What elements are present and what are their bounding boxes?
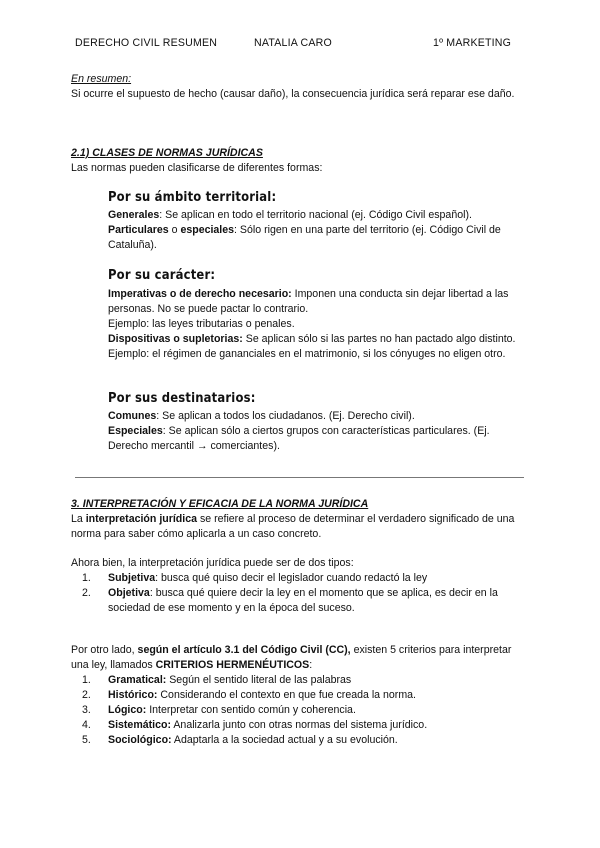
imperativas-text: Imponen una conducta sin dejar libertad a las personas. No se puede pactar lo contrario. [108,288,509,315]
list-number: 1. [82,674,91,686]
especiales-term: especiales [180,224,235,236]
list-number: 3. [82,704,91,716]
particulares-term: Particulares [108,224,169,236]
list-item [82,586,527,616]
type-term: Objetiva [108,587,150,599]
particulares-item [108,223,528,253]
comunes-item [108,409,528,424]
summary-label: En resumen: [71,73,132,85]
p1-post: se refiere al proceso de determinar el verdadero significado de una norma para saber cómo aplicarla a un caso concreto. [71,513,515,540]
list-number: 2. [82,689,91,701]
list-number: 2. [82,587,91,599]
criterion-text: Según el sentido literal de las palabras [166,674,352,686]
list-item [82,718,527,733]
types-intro: Ahora bien, la interpretación jurídica puede ser de dos tipos: [71,557,354,569]
generales-text: : Se aplican en todo el territorio nacional (ej. Código Civil español). [159,209,472,221]
section-3-title: 3. INTERPRETACIÓN Y EFICACIA DE LA NORMA JURÍDICA [71,498,369,510]
caracter-block [108,287,528,362]
p1-pre: La [71,513,86,525]
section-divider [75,477,524,478]
comunes-term: Comunes [108,410,157,422]
type-term: Subjetiva [108,572,156,584]
subheading-territorial: Por su ámbito territorial: [108,189,277,205]
criteria-term: según el artículo 3.1 del Código Civil (CC), [137,644,351,656]
types-list [82,571,527,616]
imperativas-item [108,287,528,317]
criterion-term: Gramatical: [108,674,167,686]
type-text: : busca qué quiso decir el legislador cuando redactó la ley [155,572,428,584]
dispositivas-text: Se aplican sólo si las partes no han pactado algo distinto. Ejemplo: el régimen de gananciales en el matrimonio, si los cónyuges no eligen otro. [108,333,516,360]
header-author: NATALIA CARO [254,37,332,49]
section-2-1-intro: Las normas pueden clasificarse de diferentes formas: [71,162,323,174]
list-number: 1. [82,572,91,584]
especiales-item [108,424,528,454]
header-course: DERECHO CIVIL RESUMEN [75,37,218,49]
p1-term: interpretación jurídica [85,513,197,525]
particulares-or: o [168,224,181,236]
criteria-paragraph [71,643,526,673]
criterion-term: Histórico: [108,689,158,701]
list-number: 4. [82,719,91,731]
territorial-block [108,208,528,253]
criterion-term: Sistemático: [108,719,171,731]
list-item [82,571,527,586]
criteria-mid: existen 5 criterios para interpretar una ley, llamados [71,644,512,671]
list-number: 5. [82,734,91,746]
subheading-destinatarios: Por sus destinatarios: [108,390,256,406]
especiales-dest-term: Especiales [108,425,163,437]
interpretation-paragraph [71,512,526,542]
list-item [82,703,527,718]
section-2-1-title: 2.1) CLASES DE NORMAS JURÍDICAS [71,147,263,159]
criteria-pre: Por otro lado, [71,644,138,656]
criteria-list [82,673,527,748]
comunes-text: : Se aplican a todos los ciudadanos. (Ej. Derecho civil). [156,410,415,422]
generales-term: Generales [108,209,160,221]
dispositivas-item [108,332,528,362]
criteria-term2: CRITERIOS HERMENÉUTICOS [155,659,310,671]
list-item [82,733,527,748]
type-text: : busca qué quiere decir la ley en el momento que se aplica, es decir en la sociedad de ese momento y en la época del suceso. [108,587,498,614]
criterion-text: Considerando el contexto en que fue creada la norma. [157,689,416,701]
criterion-text: Adaptarla a la sociedad actual y a su evolución. [171,734,398,746]
criterion-term: Lógico: [108,704,147,716]
header-program: 1º MARKETING [433,37,512,49]
summary-text: Si ocurre el supuesto de hecho (causar daño), la consecuencia jurídica será reparar ese daño. [71,88,515,100]
summary-block [71,72,526,102]
imperativas-example: Ejemplo: las leyes tributarias o penales. [108,318,295,330]
list-item [82,673,527,688]
generales-item [108,208,528,223]
list-item [82,688,527,703]
criterion-text: Interpretar con sentido común y coherencia. [146,704,356,716]
criterion-text: Analizarla junto con otras normas del sistema jurídico. [171,719,428,731]
criterion-term: Sociológico: [108,734,172,746]
criteria-end: : [309,659,313,671]
particulares-text: : Sólo rigen en una parte del territorio (ej. Código Civil de Cataluña). [108,224,501,251]
destinatarios-block [108,409,528,454]
imperativas-term: Imperativas o de derecho necesario: [108,288,292,300]
subheading-caracter: Por su carácter: [108,267,216,283]
especiales-dest-text: : Se aplican sólo a ciertos grupos con características particulares. (Ej. Derecho mercantil → comerciantes). [108,425,490,452]
dispositivas-term: Dispositivas o supletorias: [108,333,243,345]
